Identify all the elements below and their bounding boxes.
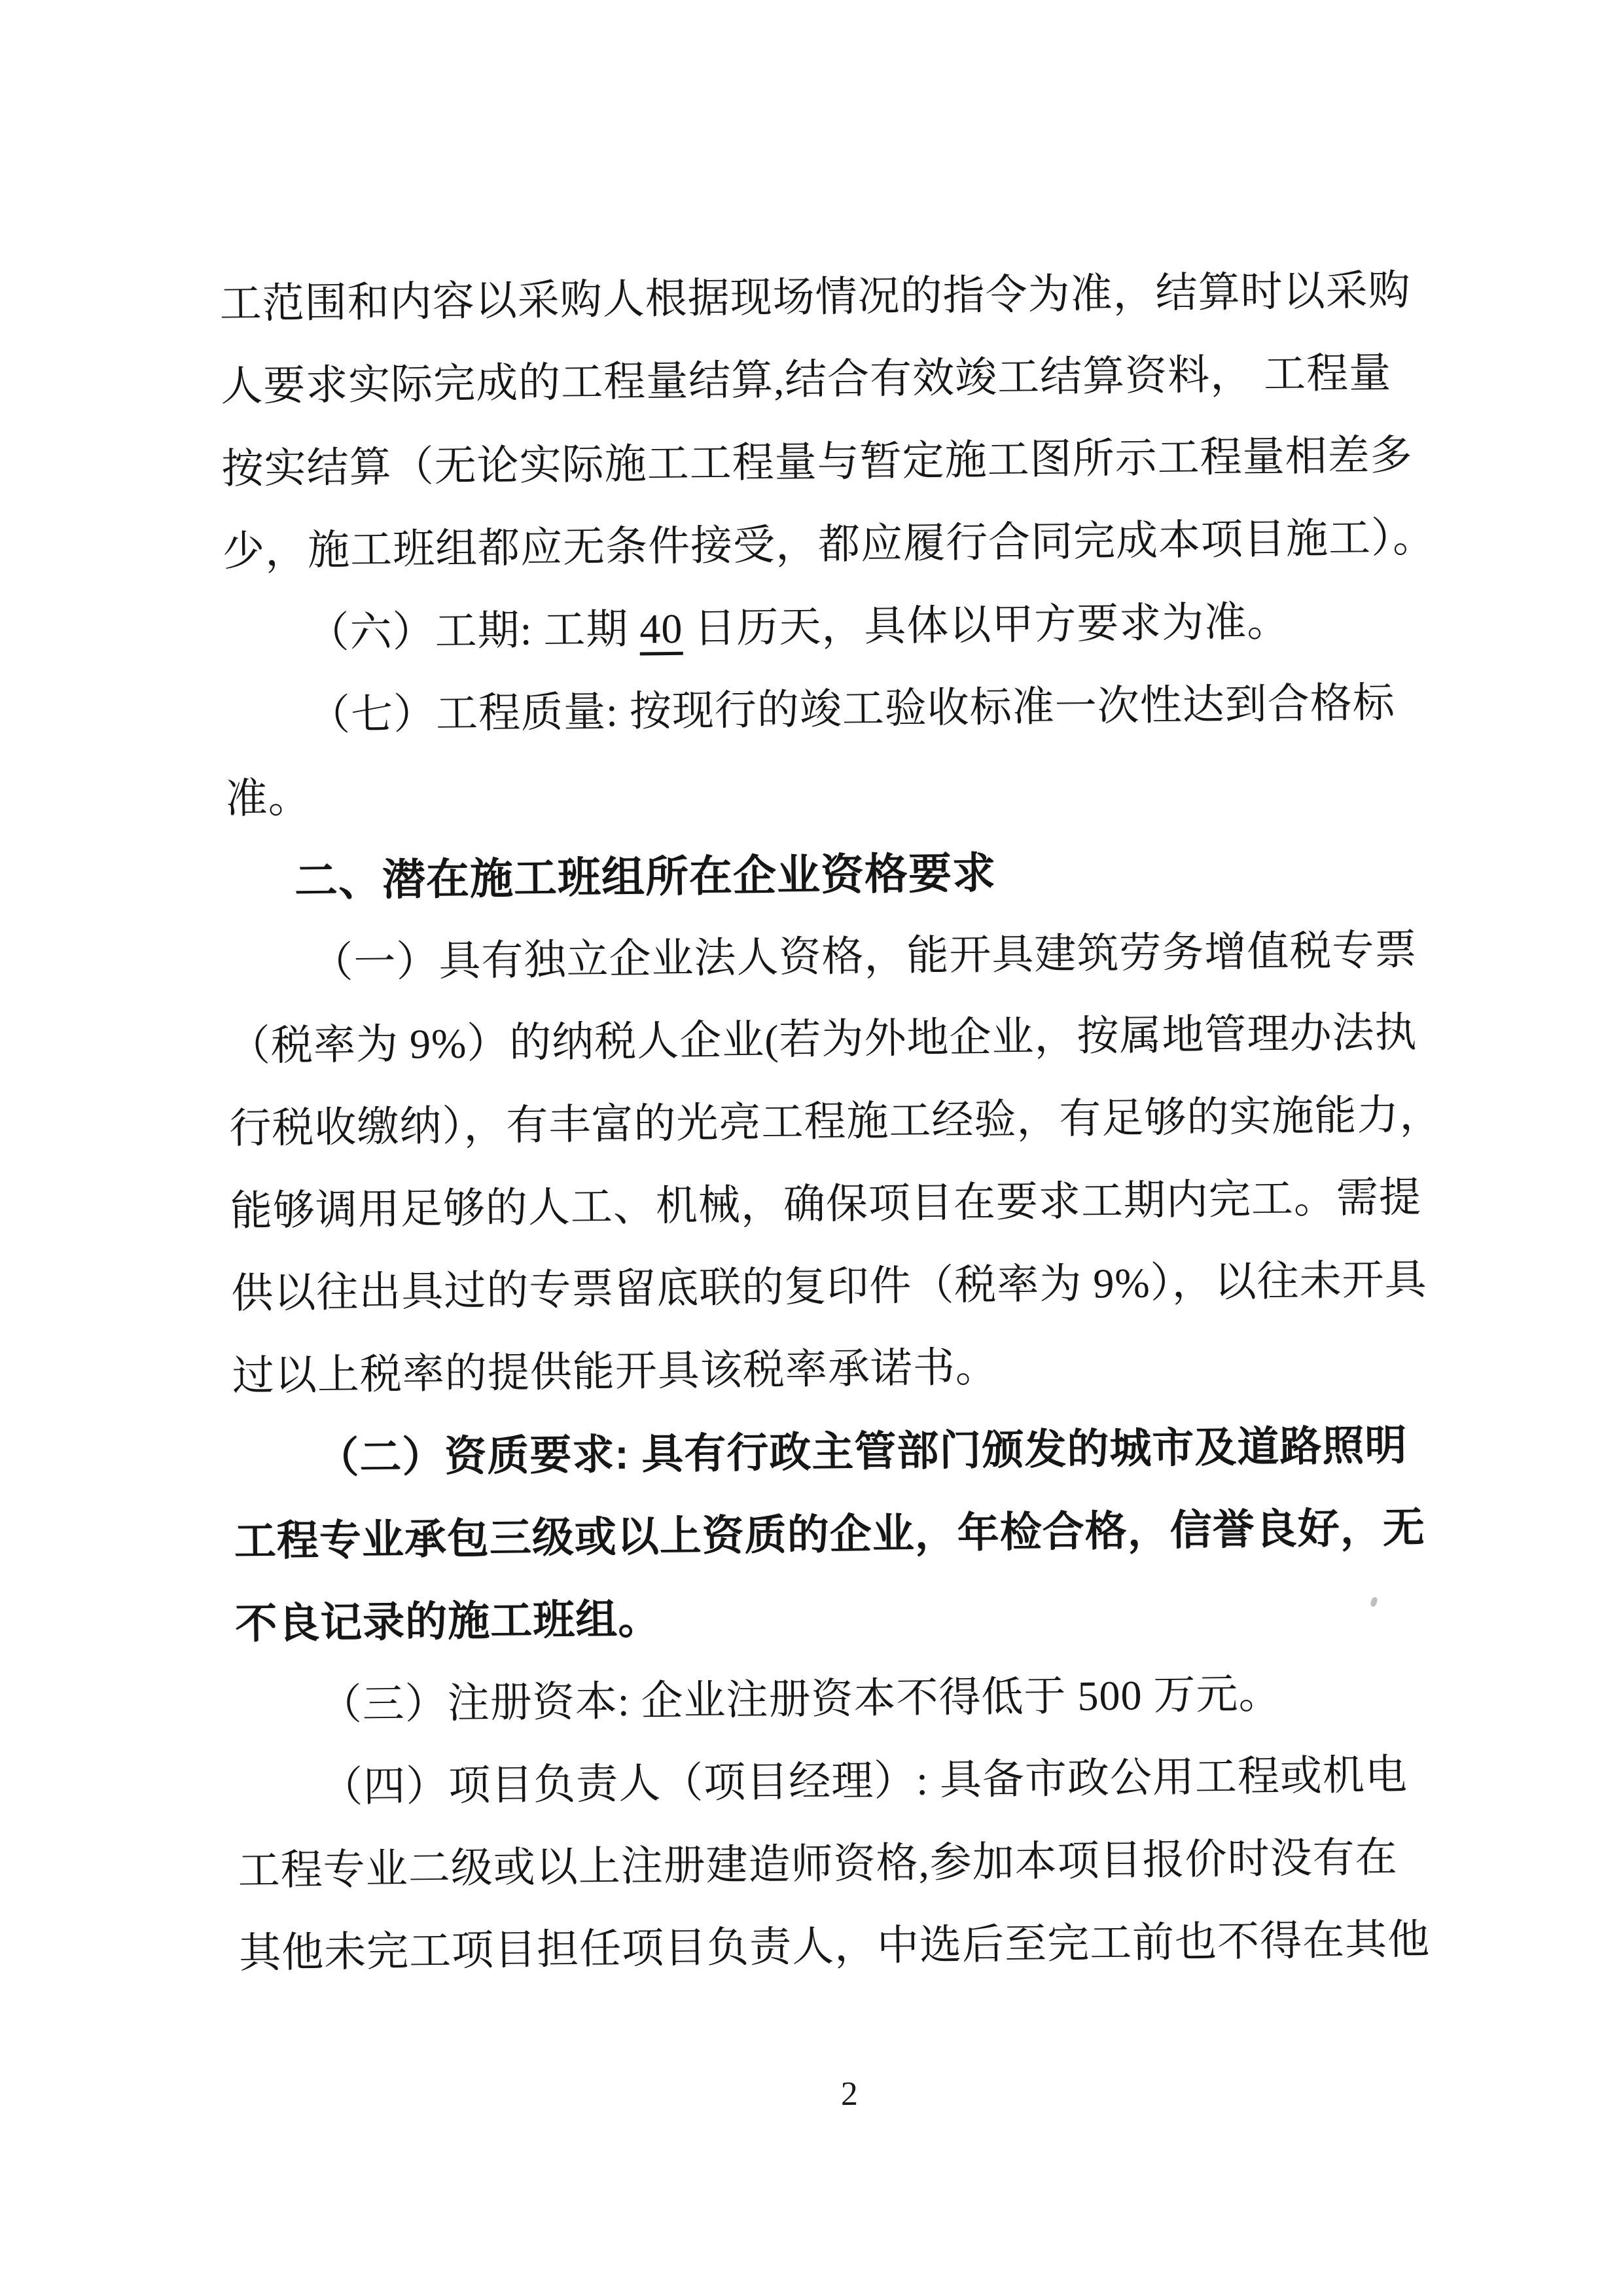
page-number: 2 <box>840 2075 859 2113</box>
text-segment: （三）注册资本: 企业注册资本不得低于 500 万元。 <box>319 1670 1281 1729</box>
text-line <box>219 249 1437 346</box>
text-line <box>238 1816 1455 1912</box>
text-line <box>235 1568 1453 1665</box>
text-segment: 其他未完工项目担任项目负责人，中选后至完工前也不得在其他 <box>238 1916 1431 1977</box>
text-line <box>237 1733 1455 1830</box>
text-line <box>222 496 1440 593</box>
text-segment: 不良记录的施工班组。 <box>234 1595 661 1647</box>
text-segment: 工程专业二级或以上注册建造师资格,参加本项目报价时没有在 <box>238 1834 1399 1894</box>
text-line <box>234 1486 1452 1583</box>
text-segment: 少，施工班组都应无条件接受，都应履行合同完成本项目施工）。 <box>222 514 1436 575</box>
text-segment: 行税收缴纳），有丰富的光亮工程施工经验，有足够的实施能力， <box>229 1091 1442 1152</box>
text-line <box>227 908 1445 1005</box>
text-segment: 工范围和内容以采购人根据现场情况的指令为准，结算时以采购 <box>219 266 1412 327</box>
text-line <box>221 414 1439 511</box>
text-segment: 日历天，具体以甲方要求为准。 <box>682 598 1290 652</box>
text-line <box>224 661 1442 758</box>
text-segment: 供以往出具过的专票留底联的复印件（税率为 9%），以往未开具 <box>230 1256 1428 1317</box>
text-line <box>230 1156 1448 1253</box>
section-heading <box>226 826 1444 923</box>
text-segment: 工程专业承包三级或以上资质的企业，年检合格，信誉良好，无 <box>234 1503 1426 1565</box>
text-line <box>225 744 1443 840</box>
text-segment: （税率为 9%）的纳税人企业(若为外地企业，按属地管理办法执 <box>228 1009 1418 1069</box>
text-segment: （四）项目负责人（项目经理）: 具备市政公用工程或机电 <box>320 1751 1408 1811</box>
underlined-value: 40 <box>639 605 683 653</box>
text-line <box>228 991 1446 1088</box>
text-line <box>231 1238 1449 1335</box>
text-segment: 能够调用足够的人工、机械，确保项目在要求工期内完工。需提 <box>230 1174 1422 1234</box>
text-segment: （七）工程质量: 按现行的竣工验收标准一次性达到合格标 <box>308 679 1396 739</box>
text-line <box>229 1073 1447 1170</box>
text-line <box>233 1403 1451 1500</box>
text-block <box>219 249 1458 2143</box>
text-segment: 人要求实际完成的工程量结算,结合有效竣工结算资料， 工程量 <box>220 350 1392 410</box>
text-segment: （一）具有独立企业法人资格，能开具建筑劳务增值税专票 <box>311 926 1418 986</box>
text-segment: 过以上税率的提供能开具该税率承诺书。 <box>232 1344 999 1399</box>
text-segment: （六）工期: 工期 <box>307 605 640 656</box>
text-line <box>223 579 1441 675</box>
text-line <box>236 1651 1454 1748</box>
text-segment: 按实结算（无论实际施工工程量与暂定施工图所示工程量相差多 <box>221 431 1413 492</box>
text-line <box>238 1898 1456 1995</box>
text-line <box>220 331 1438 428</box>
text-segment: 准。 <box>225 774 311 822</box>
text-segment: （二）资质要求: 具有行政主管部门颁发的城市及道路照明 <box>316 1421 1408 1482</box>
text-line <box>232 1321 1450 1418</box>
text-segment: 二、潜在施工班组所在企业资格要求 <box>294 848 997 905</box>
